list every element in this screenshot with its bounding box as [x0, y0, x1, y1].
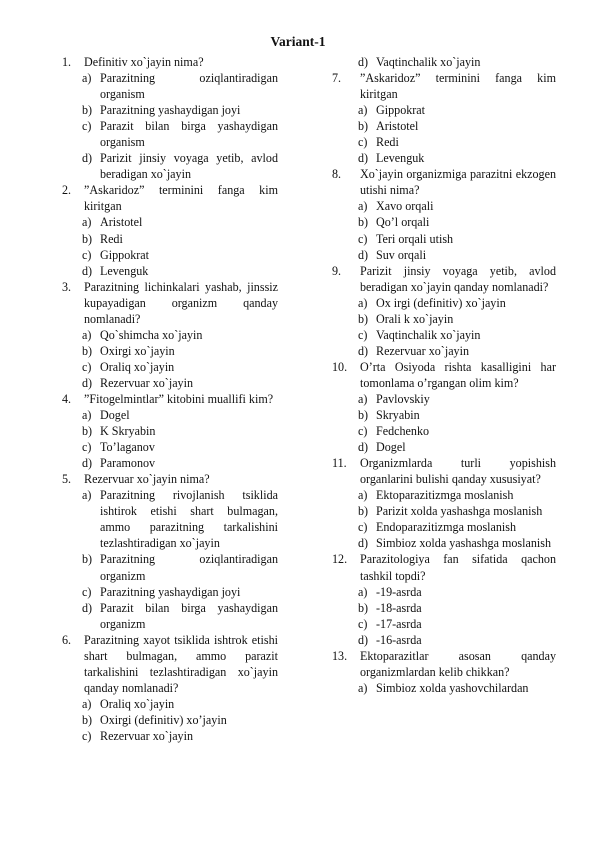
option-letter: b) [358, 600, 369, 615]
option-letter: c) [358, 424, 368, 439]
answer-option [338, 295, 556, 311]
option-text: Ektoparazitizmga moslanish [376, 488, 514, 503]
option-letter: b) [358, 119, 369, 134]
option-letter: b) [82, 424, 93, 439]
option-letter: a) [82, 408, 92, 423]
option-text: Oraliq xo`jayin [100, 696, 175, 711]
answer-option [338, 198, 556, 214]
question-text: Rezervuar xo`jayin nima? [84, 472, 210, 487]
answer-option [338, 247, 556, 263]
answer-option [62, 102, 278, 118]
answer-option [62, 728, 278, 744]
answer-option [62, 231, 278, 247]
question-text: Parazitning xayot tsiklida ishtrok etishi shart bulmagan, ammo parazit tarkalishini tezlashtiradigan xo`jayin qanday nomlanadi? [84, 632, 278, 695]
option-text: Vaqtinchalik xo`jayin [376, 55, 481, 69]
question-number: 1. [62, 55, 72, 69]
option-letter: d) [358, 536, 369, 551]
option-letter: c) [358, 135, 368, 150]
answer-option [338, 616, 556, 632]
option-letter: a) [358, 680, 368, 695]
option-letter: a) [358, 488, 368, 503]
option-letter: a) [82, 488, 92, 503]
option-text: Teri orqali utish [376, 231, 454, 246]
question [62, 471, 278, 487]
answer-option [62, 551, 278, 583]
option-text: Skryabin [376, 408, 420, 423]
answer-option [62, 455, 278, 471]
question [62, 182, 278, 214]
option-letter: b) [82, 712, 93, 727]
question-text: Definitiv xo`jayin nima? [84, 55, 204, 69]
question-text: Organizmlarda turli yopishish organlarini bulishi qanday xususiyat? [360, 456, 556, 487]
answer-option [62, 247, 278, 263]
option-text: Parizit jinsiy voyaga yetib, avlod beradigan xo`jayin [100, 151, 278, 182]
option-text: Vaqtinchalik xo`jayin [376, 327, 481, 342]
option-letter: d) [358, 151, 369, 166]
answer-option [62, 696, 278, 712]
answer-option [62, 70, 278, 102]
option-text: -17-asrda [376, 616, 422, 631]
option-letter: b) [82, 552, 93, 567]
question-number: 12. [332, 552, 348, 567]
question [332, 166, 556, 198]
option-text: Parazitning yashaydigan joyi [100, 103, 241, 118]
option-letter: d) [358, 440, 369, 455]
answer-option [338, 118, 556, 134]
answer-option [62, 263, 278, 279]
answer-option [338, 327, 556, 343]
answer-option [338, 311, 556, 327]
option-letter: c) [358, 520, 368, 535]
answer-option [338, 584, 556, 600]
option-letter: d) [82, 456, 93, 471]
option-letter: c) [82, 359, 92, 374]
option-text: Parizit xolda yashashga moslanish [376, 504, 543, 519]
answer-option [338, 54, 556, 70]
answer-option [62, 214, 278, 230]
option-text: Gippokrat [100, 247, 150, 262]
option-letter: b) [82, 103, 93, 118]
question-number: 4. [62, 391, 72, 406]
question-number: 11. [332, 456, 347, 471]
option-text: Parazitning oziqlantiradigan organizm [100, 552, 278, 583]
question-text: Xo`jayin organizmiga parazitni ekzogen utishi nima? [360, 167, 556, 198]
question [62, 632, 278, 696]
question [62, 54, 278, 70]
option-text: Redi [376, 135, 399, 150]
option-text: Parazitning oziqlantiradigan organism [100, 71, 278, 102]
question-number: 8. [332, 167, 342, 182]
option-text: Gippokrat [376, 103, 426, 118]
option-letter: d) [358, 632, 369, 647]
question-number: 3. [62, 279, 72, 294]
option-text: To’laganov [100, 440, 155, 455]
right-column [332, 54, 556, 696]
option-text: Dogel [100, 408, 130, 423]
question-number: 9. [332, 263, 342, 278]
option-text: Qo’l orqali [376, 215, 430, 230]
option-letter: a) [358, 295, 368, 310]
option-letter: b) [358, 504, 369, 519]
option-letter: d) [358, 343, 369, 358]
answer-option [62, 407, 278, 423]
answer-option [62, 150, 278, 182]
question-text: ”Askaridoz” terminini fanga kim kiritgan [84, 183, 278, 214]
answer-option [338, 519, 556, 535]
answer-option [338, 231, 556, 247]
option-text: Rezervuar xo`jayin [100, 375, 194, 390]
answer-option [338, 343, 556, 359]
question [62, 279, 278, 327]
option-letter: a) [82, 327, 92, 342]
option-letter: d) [82, 600, 93, 615]
question-number: 7. [332, 71, 342, 86]
answer-option [338, 150, 556, 166]
option-text: Simbioz xolda yashovchilardan [376, 680, 529, 695]
option-letter: c) [82, 728, 92, 743]
option-text: Oraliq xo`jayin [100, 359, 175, 374]
answer-option [338, 680, 556, 696]
option-letter: b) [358, 215, 369, 230]
option-letter: c) [82, 119, 92, 134]
answer-option [62, 487, 278, 551]
option-text: Dogel [376, 440, 406, 455]
answer-option [338, 487, 556, 503]
answer-option [338, 134, 556, 150]
question-text: ”Fitogelmintlar” kitobini muallifi kim? [84, 391, 274, 406]
answer-option [338, 391, 556, 407]
answer-option [62, 584, 278, 600]
question-text: Parizit jinsiy voyaga yetib, avlod beradigan xo`jayin qanday nomlanadi? [360, 263, 556, 294]
option-text: Rezervuar xo`jayin [376, 343, 470, 358]
answer-option [338, 503, 556, 519]
option-text: Fedchenko [376, 424, 430, 439]
question-text: Ektoparazitlar asosan qanday organizmlardan kelib chikkan? [360, 648, 556, 679]
answer-option [62, 359, 278, 375]
question-text: O’rta Osiyoda rishta kasalligini har tomonlama o’rgangan olim kim? [360, 359, 556, 390]
option-letter: c) [358, 327, 368, 342]
option-text: Parazit bilan birga yashaydigan organism [100, 119, 278, 150]
option-text: Aristotel [376, 119, 419, 134]
option-letter: c) [82, 584, 92, 599]
option-letter: b) [82, 343, 93, 358]
question-number: 5. [62, 472, 72, 487]
option-text: Xavo orqali [376, 199, 434, 214]
question [332, 648, 556, 680]
option-letter: b) [358, 311, 369, 326]
option-letter: a) [82, 71, 92, 86]
question-number: 6. [62, 632, 72, 647]
option-text: Redi [100, 231, 123, 246]
option-text: Pavlovskiy [376, 391, 430, 406]
option-text: Ox irgi (definitiv) xo`jayin [376, 295, 506, 310]
question-text: Parazitologiya fan sifatida qachon tashkil topdi? [360, 552, 556, 583]
question [332, 455, 556, 487]
option-text: Rezervuar xo`jayin [100, 728, 194, 743]
answer-option [62, 712, 278, 728]
option-letter: d) [82, 375, 93, 390]
answer-option [62, 439, 278, 455]
answer-option [338, 423, 556, 439]
option-letter: a) [358, 103, 368, 118]
option-text: Oxirgi (definitiv) xo’jayin [100, 712, 227, 727]
answer-option [62, 118, 278, 150]
answer-option [338, 535, 556, 551]
option-letter: a) [358, 584, 368, 599]
page-title: Variant-1 [270, 34, 326, 49]
option-text: Parazitning yashaydigan joyi [100, 584, 241, 599]
option-text: -16-asrda [376, 632, 422, 647]
option-text: Suv orqali [376, 247, 427, 262]
question-number: 2. [62, 183, 72, 198]
question [332, 551, 556, 583]
option-letter: c) [82, 440, 92, 455]
option-text: Paramonov [100, 456, 156, 471]
option-text: Orali k xo`jayin [376, 311, 454, 326]
option-text: Simbioz xolda yashashga moslanish [376, 536, 552, 551]
option-text: -18-asrda [376, 600, 422, 615]
answer-option [62, 343, 278, 359]
answer-option [338, 407, 556, 423]
option-letter: b) [82, 231, 93, 246]
option-text: Levenguk [376, 151, 425, 166]
option-letter: a) [358, 199, 368, 214]
option-letter: a) [82, 696, 92, 711]
answer-option [338, 600, 556, 616]
question-text: ”Askaridoz” terminini fanga kim kiritgan [360, 71, 556, 102]
option-letter: c) [358, 616, 368, 631]
option-text: Parazitning rivojlanish tsiklida ishtirok etishi shart bulmagan, ammo parazitning tarkalishini tezlashtiradigan xo`jayin [100, 488, 278, 551]
answer-option [62, 600, 278, 632]
option-text: K Skryabin [100, 424, 156, 439]
option-letter: b) [358, 408, 369, 423]
option-letter: d) [358, 247, 369, 262]
option-letter: d) [82, 263, 93, 278]
option-text: Oxirgi xo`jayin [100, 343, 175, 358]
answer-option [338, 214, 556, 230]
question [332, 263, 556, 295]
question [332, 70, 556, 102]
option-text: -19-asrda [376, 584, 422, 599]
option-letter: d) [82, 151, 93, 166]
answer-option [62, 423, 278, 439]
answer-option [338, 102, 556, 118]
option-text: Levenguk [100, 263, 149, 278]
question-text: Parazitning lichinkalari yashab, jinssiz kupayadigan organizm qanday nomlanadi? [84, 279, 278, 326]
answer-option [62, 327, 278, 343]
question-number: 10. [332, 359, 348, 374]
question [332, 359, 556, 391]
option-letter: c) [358, 231, 368, 246]
option-letter: a) [82, 215, 92, 230]
option-letter: c) [82, 247, 92, 262]
answer-option [338, 439, 556, 455]
option-letter: a) [358, 391, 368, 406]
left-column [62, 54, 278, 744]
option-text: Qo`shimcha xo`jayin [100, 327, 203, 342]
answer-option [62, 375, 278, 391]
question [62, 391, 278, 407]
option-text: Endoparazitizmga moslanish [376, 520, 517, 535]
option-text: Aristotel [100, 215, 143, 230]
option-text: Parazit bilan birga yashaydigan organizm [100, 600, 278, 631]
option-letter: d) [358, 55, 369, 69]
question-number: 13. [332, 648, 348, 663]
answer-option [338, 632, 556, 648]
